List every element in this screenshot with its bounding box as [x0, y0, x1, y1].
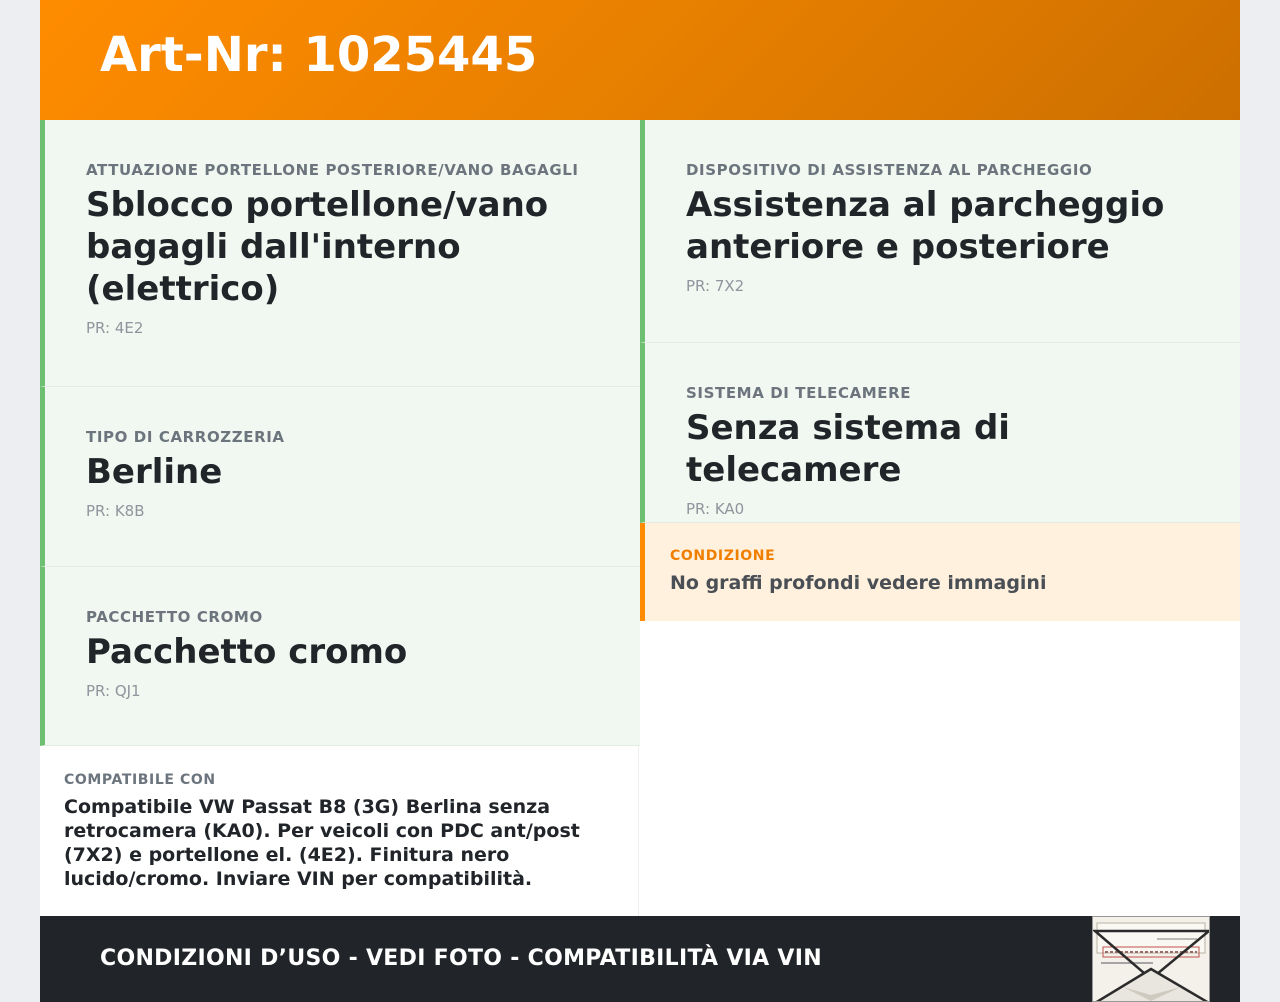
compatibility-section [40, 746, 639, 916]
spec-card-camera-system [640, 343, 1240, 523]
footer-bar [40, 916, 1240, 1002]
spec-value: Assistenza al parcheggio anteriore e posteriore [686, 185, 1165, 267]
condition-label: CONDIZIONE [670, 548, 776, 564]
document-photo-thumbnail[interactable] [1092, 916, 1210, 1002]
spec-value: Sblocco portellone/vano bagagli dall'interno (elettrico) [86, 185, 549, 309]
page-title: Art-Nr: 1025445 [100, 27, 538, 83]
spec-card-chrome-package [40, 567, 640, 746]
condition-text: No graffi profondi vedere immagini [670, 572, 1047, 594]
spec-pr-code: PR: 4E2 [86, 319, 144, 337]
left-column [40, 120, 640, 746]
envelope-document-icon [1093, 917, 1210, 1002]
spec-label: DISPOSITIVO DI ASSISTENZA AL PARCHEGGIO [686, 161, 1093, 179]
spec-value: Pacchetto cromo [86, 632, 408, 672]
spec-pr-code: PR: 7X2 [686, 277, 745, 295]
spec-label: TIPO DI CARROZZERIA [86, 428, 285, 446]
spec-value: Senza sistema di telecamere [686, 408, 1010, 490]
right-column [640, 120, 1240, 621]
condition-note [640, 523, 1240, 621]
spec-card-body-type [40, 387, 640, 567]
spec-label: ATTUAZIONE PORTELLONE POSTERIORE/VANO BAGAGLI [86, 161, 579, 179]
footer-terms: CONDIZIONI D’USO - VEDI FOTO - COMPATIBILITÀ VIA VIN [100, 946, 822, 971]
spec-card-parking-assist [640, 120, 1240, 343]
spec-label: PACCHETTO CROMO [86, 608, 263, 626]
spec-pr-code: PR: KA0 [686, 500, 745, 518]
compatibility-label: COMPATIBILE CON [64, 772, 216, 788]
spec-pr-code: PR: K8B [86, 502, 145, 520]
spec-card-tailgate [40, 120, 640, 387]
compatibility-text: Compatibile VW Passat B8 (3G) Berlina senza retrocamera (KA0). Per veicoli con PDC ant/post (7X2) e portellone el. (4E2). Finitura nero lucido/cromo. Inviare VIN per compatibilità. [64, 796, 580, 890]
spec-value: Berline [86, 452, 223, 492]
spec-sheet [40, 0, 1240, 1002]
header-banner [40, 0, 1240, 120]
spec-pr-code: PR: QJ1 [86, 682, 141, 700]
spec-label: SISTEMA DI TELECAMERE [686, 384, 912, 402]
